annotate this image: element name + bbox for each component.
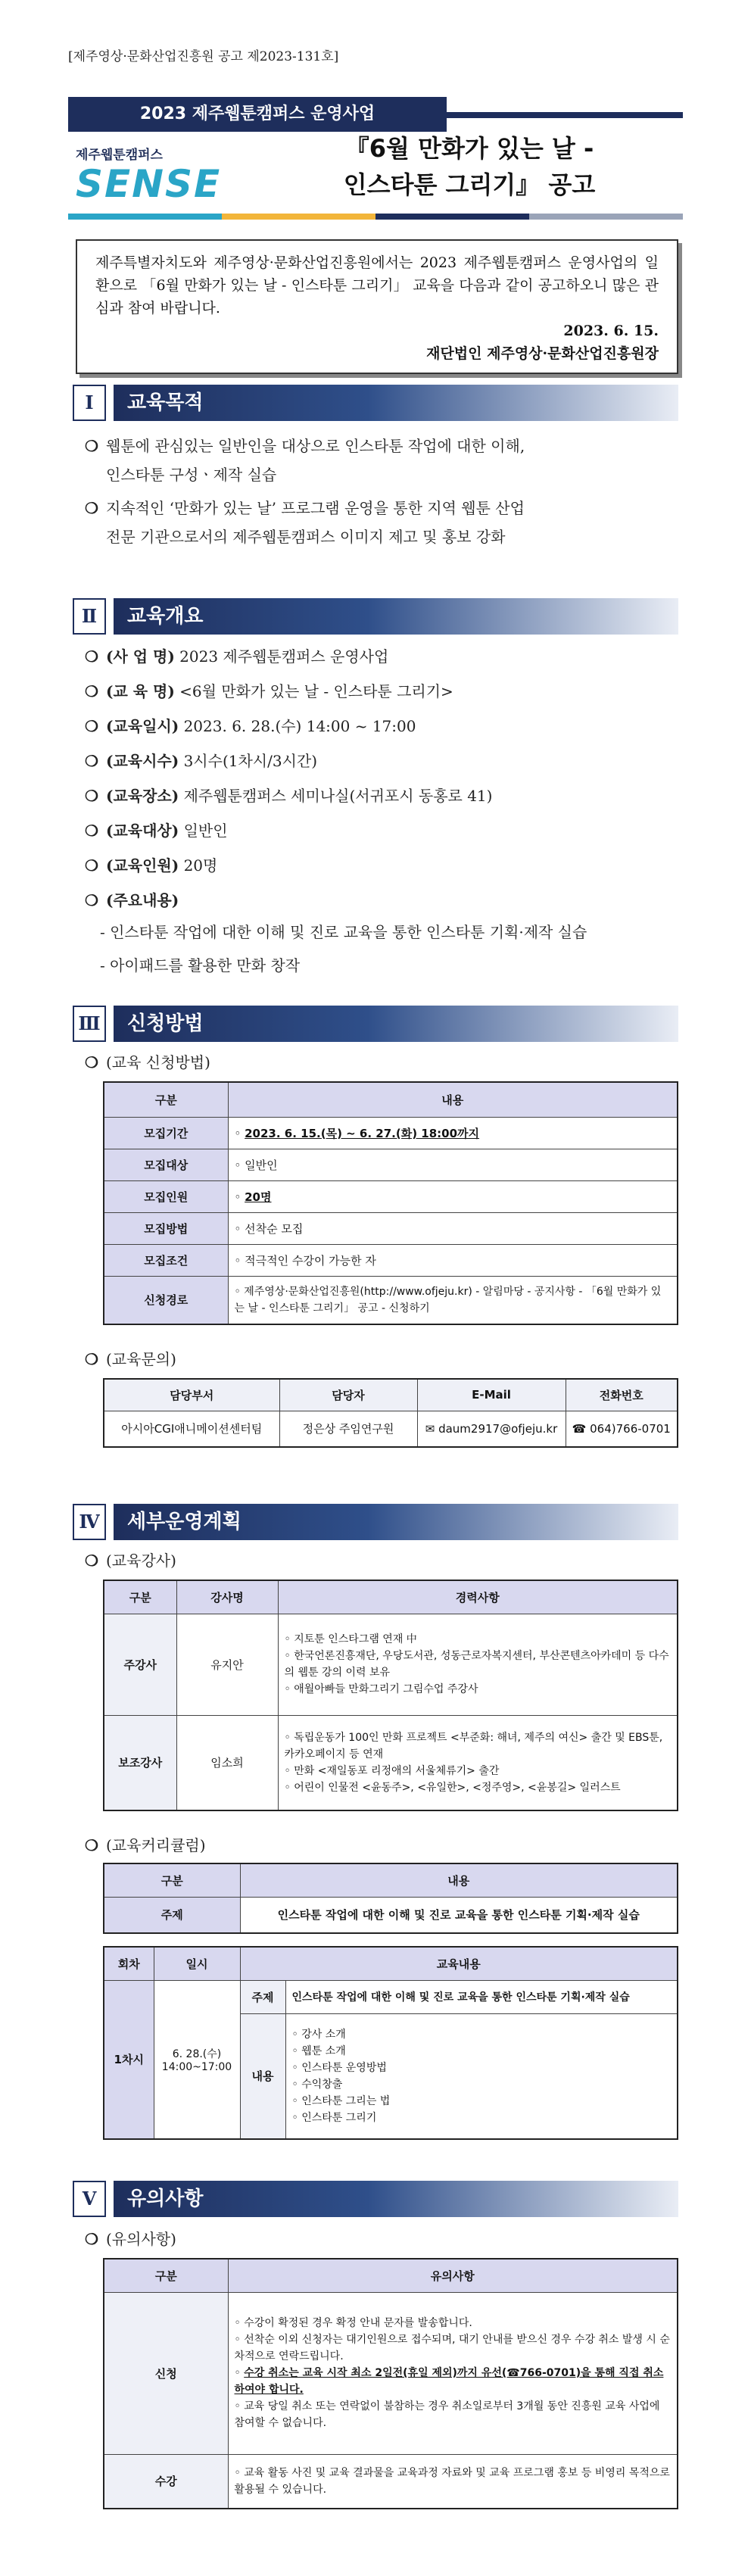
section-title: 교육개요 xyxy=(114,598,678,635)
content-item: ◦ 수익창출 xyxy=(291,2078,343,2091)
apply-row-label: 모집기간 xyxy=(104,1117,228,1149)
purpose-item-cont: 전문 기관으로서의 제주웹툰캠퍼스 이미지 제고 및 홍보 강화 xyxy=(106,528,506,546)
contact-phone[interactable]: ☎ 064)766-0701 xyxy=(566,1411,678,1447)
overview-item: ❍ (교육일시) 2023. 6. 28.(수) 14:00 ~ 17:00 xyxy=(85,717,416,735)
apply-col-header: 내용 xyxy=(228,1082,678,1117)
campus-logo xyxy=(76,144,222,206)
section-header-plan xyxy=(73,1504,678,1540)
section-title: 유의사항 xyxy=(114,2181,678,2217)
caution-header: 구분 xyxy=(104,2259,228,2292)
curriculum-schedule-table xyxy=(103,1946,678,2140)
notice-org: 재단법인 제주영상·문화산업진흥원장 xyxy=(426,345,659,362)
apply-subheading: ❍ (교육 신청방법) xyxy=(85,1053,210,1071)
instructor-header: 강사명 xyxy=(176,1580,278,1614)
section-header-overview xyxy=(73,598,678,635)
session-label: 1차시 xyxy=(104,1980,154,2139)
inner-theme-label: 주제 xyxy=(240,1980,285,2013)
apply-row-value: ◦ 적극적인 수강이 가능한 자 xyxy=(228,1244,678,1276)
contact-header: E-Mail xyxy=(417,1379,566,1411)
purpose-item: ❍ 지속적인 ‘만화가 있는 날’ 프로그램 운영을 통한 지역 웹툰 산업 xyxy=(85,499,525,517)
section-number: Ⅰ xyxy=(73,385,106,421)
curriculum-theme: 인스타툰 작업에 대한 이해 및 진로 교육을 통한 인스타툰 기획·제작 실습 xyxy=(240,1897,678,1933)
apply-row-value: ◦ 2023. 6. 15.(목) ~ 6. 27.(화) 18:00까지 xyxy=(228,1117,678,1149)
color-stripes xyxy=(68,214,683,220)
section-title: 세부운영계획 xyxy=(114,1504,678,1540)
notice-reference: [제주영상·문화산업진흥원 공고 제2023-131호] xyxy=(68,49,339,64)
apply-row-label: 모집대상 xyxy=(104,1149,228,1180)
notice-date: 2023. 6. 15. xyxy=(563,323,659,339)
logo-wordmark: SENSE xyxy=(76,162,222,206)
contact-subheading: ❍ (교육문의) xyxy=(85,1350,176,1368)
schedule-header: 일시 xyxy=(154,1947,240,1980)
section-number: Ⅲ xyxy=(73,1006,106,1042)
title-line-2: 인스타툰 그리기』 공고 xyxy=(343,170,596,199)
title-line-1: 『6월 만화가 있는 날 - xyxy=(344,134,594,163)
caution-subheading: ❍ (유의사항) xyxy=(85,2230,176,2248)
contact-dept: 아시아CGI애니메이션센터팀 xyxy=(104,1411,279,1447)
section-number: Ⅱ xyxy=(73,598,106,635)
instructor-role: 보조강사 xyxy=(104,1715,176,1810)
page-title xyxy=(265,130,674,203)
apply-table xyxy=(103,1081,678,1325)
content-item: ◦ 강사 소개 xyxy=(291,2028,346,2041)
apply-col-header: 구분 xyxy=(104,1082,228,1117)
apply-row-value: ◦ 선착순 모집 xyxy=(228,1212,678,1244)
instructor-career: ◦ 독립운동가 100인 만화 프로젝트 <부준화: 해녀, 제주의 여신> 출간 및 EBS툰, 카카오페이지 등 연재 ◦ 만화 <재일동포 리정애의 서울체류기> 출간 ◦ 어린이 인물전 <윤동주>, <유일한>, <정주영>, <윤봉길> 일러스트 xyxy=(278,1715,678,1810)
section-title: 교육목적 xyxy=(114,385,678,421)
apply-row-label: 모집조건 xyxy=(104,1244,228,1276)
caution-table xyxy=(103,2258,678,2509)
inner-theme: 인스타툰 작업에 대한 이해 및 진로 교육을 통한 인스타툰 기획·제작 실습 xyxy=(285,1980,678,2013)
section-header-purpose xyxy=(73,385,678,421)
overview-item: ❍ (교육인원) 20명 xyxy=(85,856,218,875)
apply-link-path[interactable]: 제주영상·문화산업진흥원(http://www.ofjeju.kr) - 알림마당 - 공지사항 - 「6월 만화가 있는 날 - 인스타툰 그리기」 공고 - 신청하기 xyxy=(234,1285,662,1315)
apply-row-label: 신청경로 xyxy=(104,1276,228,1324)
instructor-subheading: ❍ (교육강사) xyxy=(85,1552,176,1570)
instructor-header: 경력사항 xyxy=(278,1580,678,1614)
purpose-item: ❍ 웹툰에 관심있는 일반인을 대상으로 인스타툰 작업에 대한 이해, xyxy=(85,437,525,455)
apply-row-value: ◦ 일반인 xyxy=(228,1149,678,1180)
stripe-blue xyxy=(68,214,222,220)
banner-title: 2023 제주웹툰캠퍼스 운영사업 xyxy=(68,97,447,132)
contact-person: 정은상 주임연구원 xyxy=(279,1411,417,1447)
curriculum-theme-table xyxy=(103,1863,678,1934)
contact-header: 담당부서 xyxy=(104,1379,279,1411)
stripe-navy xyxy=(376,214,529,220)
notice-text: 제주특별자치도와 제주영상·문화산업진흥원에서는 2023 제주웹툰캠퍼스 운영사업의 일환으로 「6월 만화가 있는 날 - 인스타툰 그리기」 교육을 다음과 같이 공고하오니 많은 관심과 참여 바랍니다. xyxy=(95,254,659,317)
content-item: ◦ 인스타툰 그리기 xyxy=(291,2111,377,2124)
overview-item: ❍ (교육시수) 3시수(1차시/3시간) xyxy=(85,752,318,770)
section-number: Ⅳ xyxy=(73,1504,106,1540)
section-number: Ⅴ xyxy=(73,2181,106,2217)
instructor-name: 유지안 xyxy=(176,1614,278,1715)
section-header-apply xyxy=(73,1006,678,1042)
apply-row-label: 모집방법 xyxy=(104,1212,228,1244)
contact-header: 담당자 xyxy=(279,1379,417,1411)
banner-line xyxy=(447,112,683,118)
curriculum-contents xyxy=(285,2013,678,2139)
content-item: ◦ 인스타툰 운영방법 xyxy=(291,2061,387,2074)
caution-class-items: ◦ 교육 활동 사진 및 교육 결과물을 교육과정 자료와 및 교육 프로그램 홍보 등 비영리 목적으로 활용될 수 있습니다. xyxy=(228,2454,678,2509)
stripe-yellow xyxy=(222,214,376,220)
curriculum-theme-label: 주제 xyxy=(104,1897,240,1933)
top-banner xyxy=(68,97,683,132)
instructor-name: 임소희 xyxy=(176,1715,278,1810)
overview-item: ❍ (주요내용) xyxy=(85,891,179,909)
apply-row-value: ◦ 20명 xyxy=(228,1180,678,1212)
purpose-item-cont: 인스타툰 구성ㆍ제작 실습 xyxy=(106,466,277,484)
content-item: ◦ 웹툰 소개 xyxy=(291,2044,346,2057)
schedule-header: 교육내용 xyxy=(240,1947,678,1980)
apply-row-label: 모집인원 xyxy=(104,1180,228,1212)
caution-apply-label: 신청 xyxy=(104,2292,228,2454)
instructor-role: 주강사 xyxy=(104,1614,176,1715)
content-item: ◦ 인스타툰 그리는 법 xyxy=(291,2094,391,2107)
instructor-career: ◦ 지토툰 인스타그램 연재 中 ◦ 한국언론진흥재단, 우당도서관, 성동근로자복지센터, 부산콘텐츠아카데미 등 다수의 웹툰 강의 이력 보유 ◦ 애월아빠들 만화그리기 그림수업 주강사 xyxy=(278,1614,678,1715)
overview-item: ❍ (교육대상) 일반인 xyxy=(85,822,228,840)
curriculum-header: 구분 xyxy=(104,1863,240,1897)
caution-header: 유의사항 xyxy=(228,2259,678,2292)
overview-item: ❍ (교 육 명) <6월 만화가 있는 날 - 인스타툰 그리기> xyxy=(85,682,453,700)
stripe-gray xyxy=(529,214,683,220)
apply-row-value: ◦ 제주영상·문화산업진흥원(http://www.ofjeju.kr) - 알림마당 - 공지사항 - 「6월 만화가 있는 날 - 인스타툰 그리기」 공고 - 신청하기 xyxy=(228,1276,678,1324)
caution-apply-items: ◦ 수강이 확정된 경우 확정 안내 문자를 발송합니다. ◦ 선착순 이외 신청자는 대기인원으로 접수되며, 대기 안내를 받으신 경우 수강 취소 발생 시 순차적으로 연락드립니다. ◦ 수강 취소는 교육 시작 최소 2일전(휴일 제외)까지 유선(☎766-0701)을 통해 직접 취소하여야 합니다. ◦ 교육 당일 취소 또는 연락없이 불참하는 경우 취소일로부터 3개월 동안 진흥원 교육 사업에 참여할 수 없습니다. xyxy=(228,2292,678,2454)
overview-subitem: - 아이패드를 활용한 만화 창작 xyxy=(100,956,301,975)
logo-subtitle: 제주웹툰캠퍼스 xyxy=(76,148,163,163)
overview-item: ❍ (사 업 명) 2023 제주웹툰캠퍼스 운영사업 xyxy=(85,647,389,666)
section-title: 신청방법 xyxy=(114,1006,678,1042)
contact-table xyxy=(103,1378,678,1448)
curriculum-header: 내용 xyxy=(240,1863,678,1897)
overview-item: ❍ (교육장소) 제주웹툰캠퍼스 세미나실(서귀포시 동홍로 41) xyxy=(85,787,493,805)
contact-email[interactable]: ✉ daum2917@ofjeju.kr xyxy=(417,1411,566,1447)
curriculum-subheading: ❍ (교육커리큘럼) xyxy=(85,1836,206,1854)
section-header-caution xyxy=(73,2181,678,2217)
contact-header: 전화번호 xyxy=(566,1379,678,1411)
overview-subitem: - 인스타툰 작업에 대한 이해 및 진로 교육을 통한 인스타툰 기획·제작 실습 xyxy=(100,923,587,941)
session-datetime: 6. 28.(수) 14:00~17:00 xyxy=(154,1980,240,2139)
notice-box xyxy=(76,239,678,374)
inner-content-label: 내용 xyxy=(240,2013,285,2139)
instructor-table xyxy=(103,1580,678,1811)
caution-class-label: 수강 xyxy=(104,2454,228,2509)
instructor-header: 구분 xyxy=(104,1580,176,1614)
schedule-header: 회차 xyxy=(104,1947,154,1980)
